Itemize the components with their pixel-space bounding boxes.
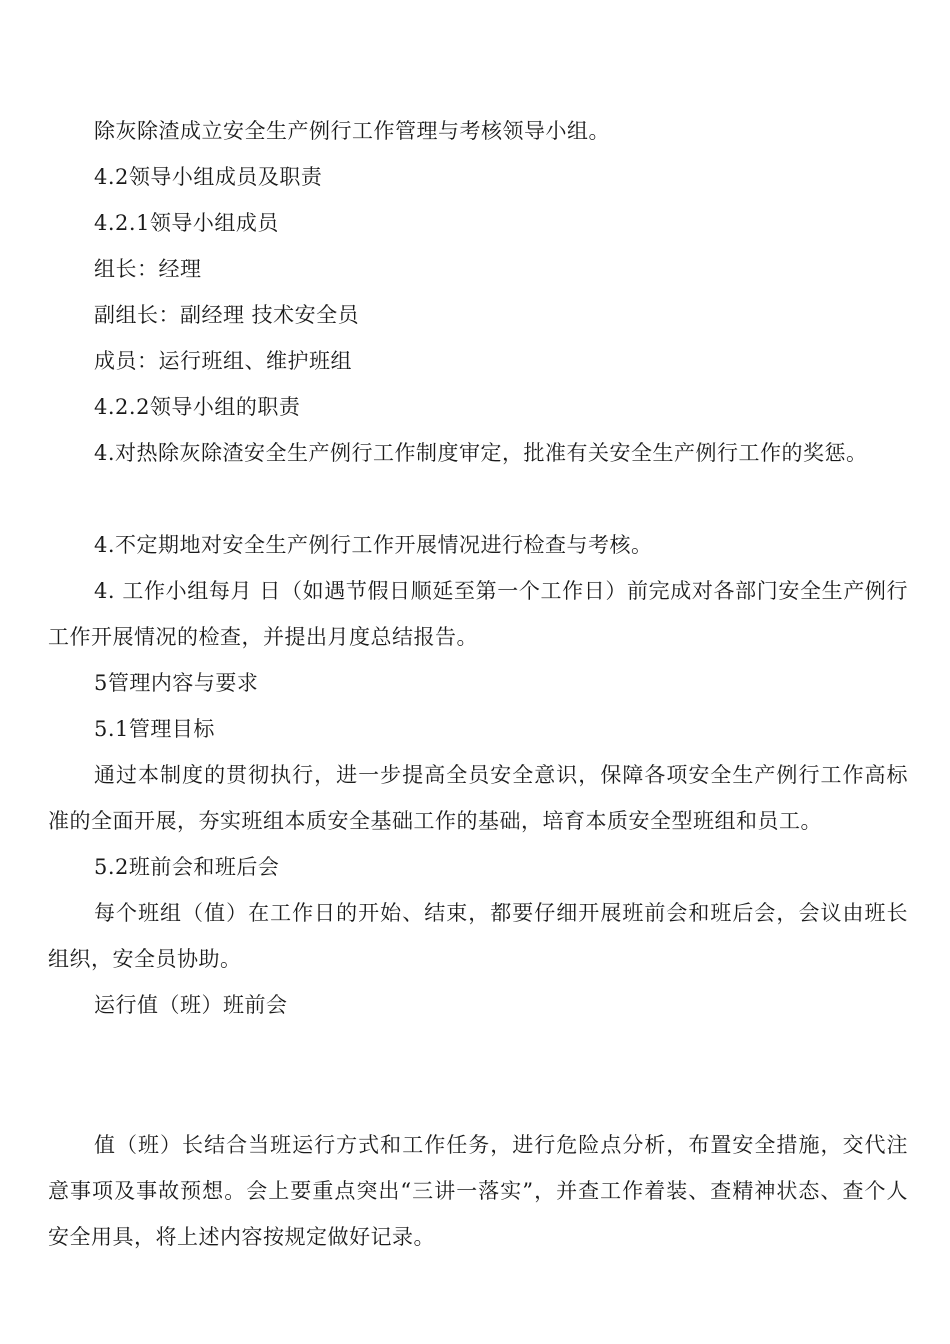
heading-4-2: 4.2领导小组成员及职责	[94, 165, 323, 189]
member-leader: 组长：经理	[94, 257, 202, 281]
heading-4-2-2: 4.2.2领导小组的职责	[94, 395, 301, 419]
member-deputy-leader: 副组长：副经理 技术安全员	[94, 303, 360, 327]
duty-item-2: 4.不定期地对安全生产例行工作开展情况进行检查与考核。	[94, 533, 653, 557]
paragraph-pre-shift-details: 值（班）长结合当班运行方式和工作任务，进行危险点分析，布置安全措施，交代注意事项及事故预想。会上要重点突出“三讲一落实”，并查工作着装、查精神状态、查个人安全用具，将上述内容按规定做好记录。	[48, 1133, 908, 1249]
heading-4-2-1: 4.2.1领导小组成员	[94, 211, 279, 235]
heading-5-2: 5.2班前会和班后会	[94, 855, 280, 879]
duty-item-1: 4.对热除灰除渣安全生产例行工作制度审定，批准有关安全生产例行工作的奖惩。	[94, 441, 868, 465]
paragraph-intro: 除灰除渣成立安全生产例行工作管理与考核领导小组。	[94, 119, 610, 143]
duty-item-3: 4. 工作小组每月 日（如遇节假日顺延至第一个工作日）前完成对各部门安全生产例行工作开展情况的检查，并提出月度总结报告。	[48, 579, 908, 649]
heading-5: 5管理内容与要求	[94, 671, 259, 695]
paragraph-management-goal: 通过本制度的贯彻执行，进一步提高全员安全意识，保障各项安全生产例行工作高标准的全面开展，夯实班组本质安全基础工作的基础，培育本质安全型班组和员工。	[48, 763, 908, 833]
paragraph-shift-meetings: 每个班组（值）在工作日的开始、结束，都要仔细开展班前会和班后会，会议由班长组织，安全员协助。	[48, 901, 908, 971]
heading-5-1: 5.1管理目标	[94, 717, 215, 741]
member-members: 成员：运行班组、维护班组	[94, 349, 352, 373]
subheading-pre-shift-meeting: 运行值（班）班前会	[94, 993, 288, 1017]
